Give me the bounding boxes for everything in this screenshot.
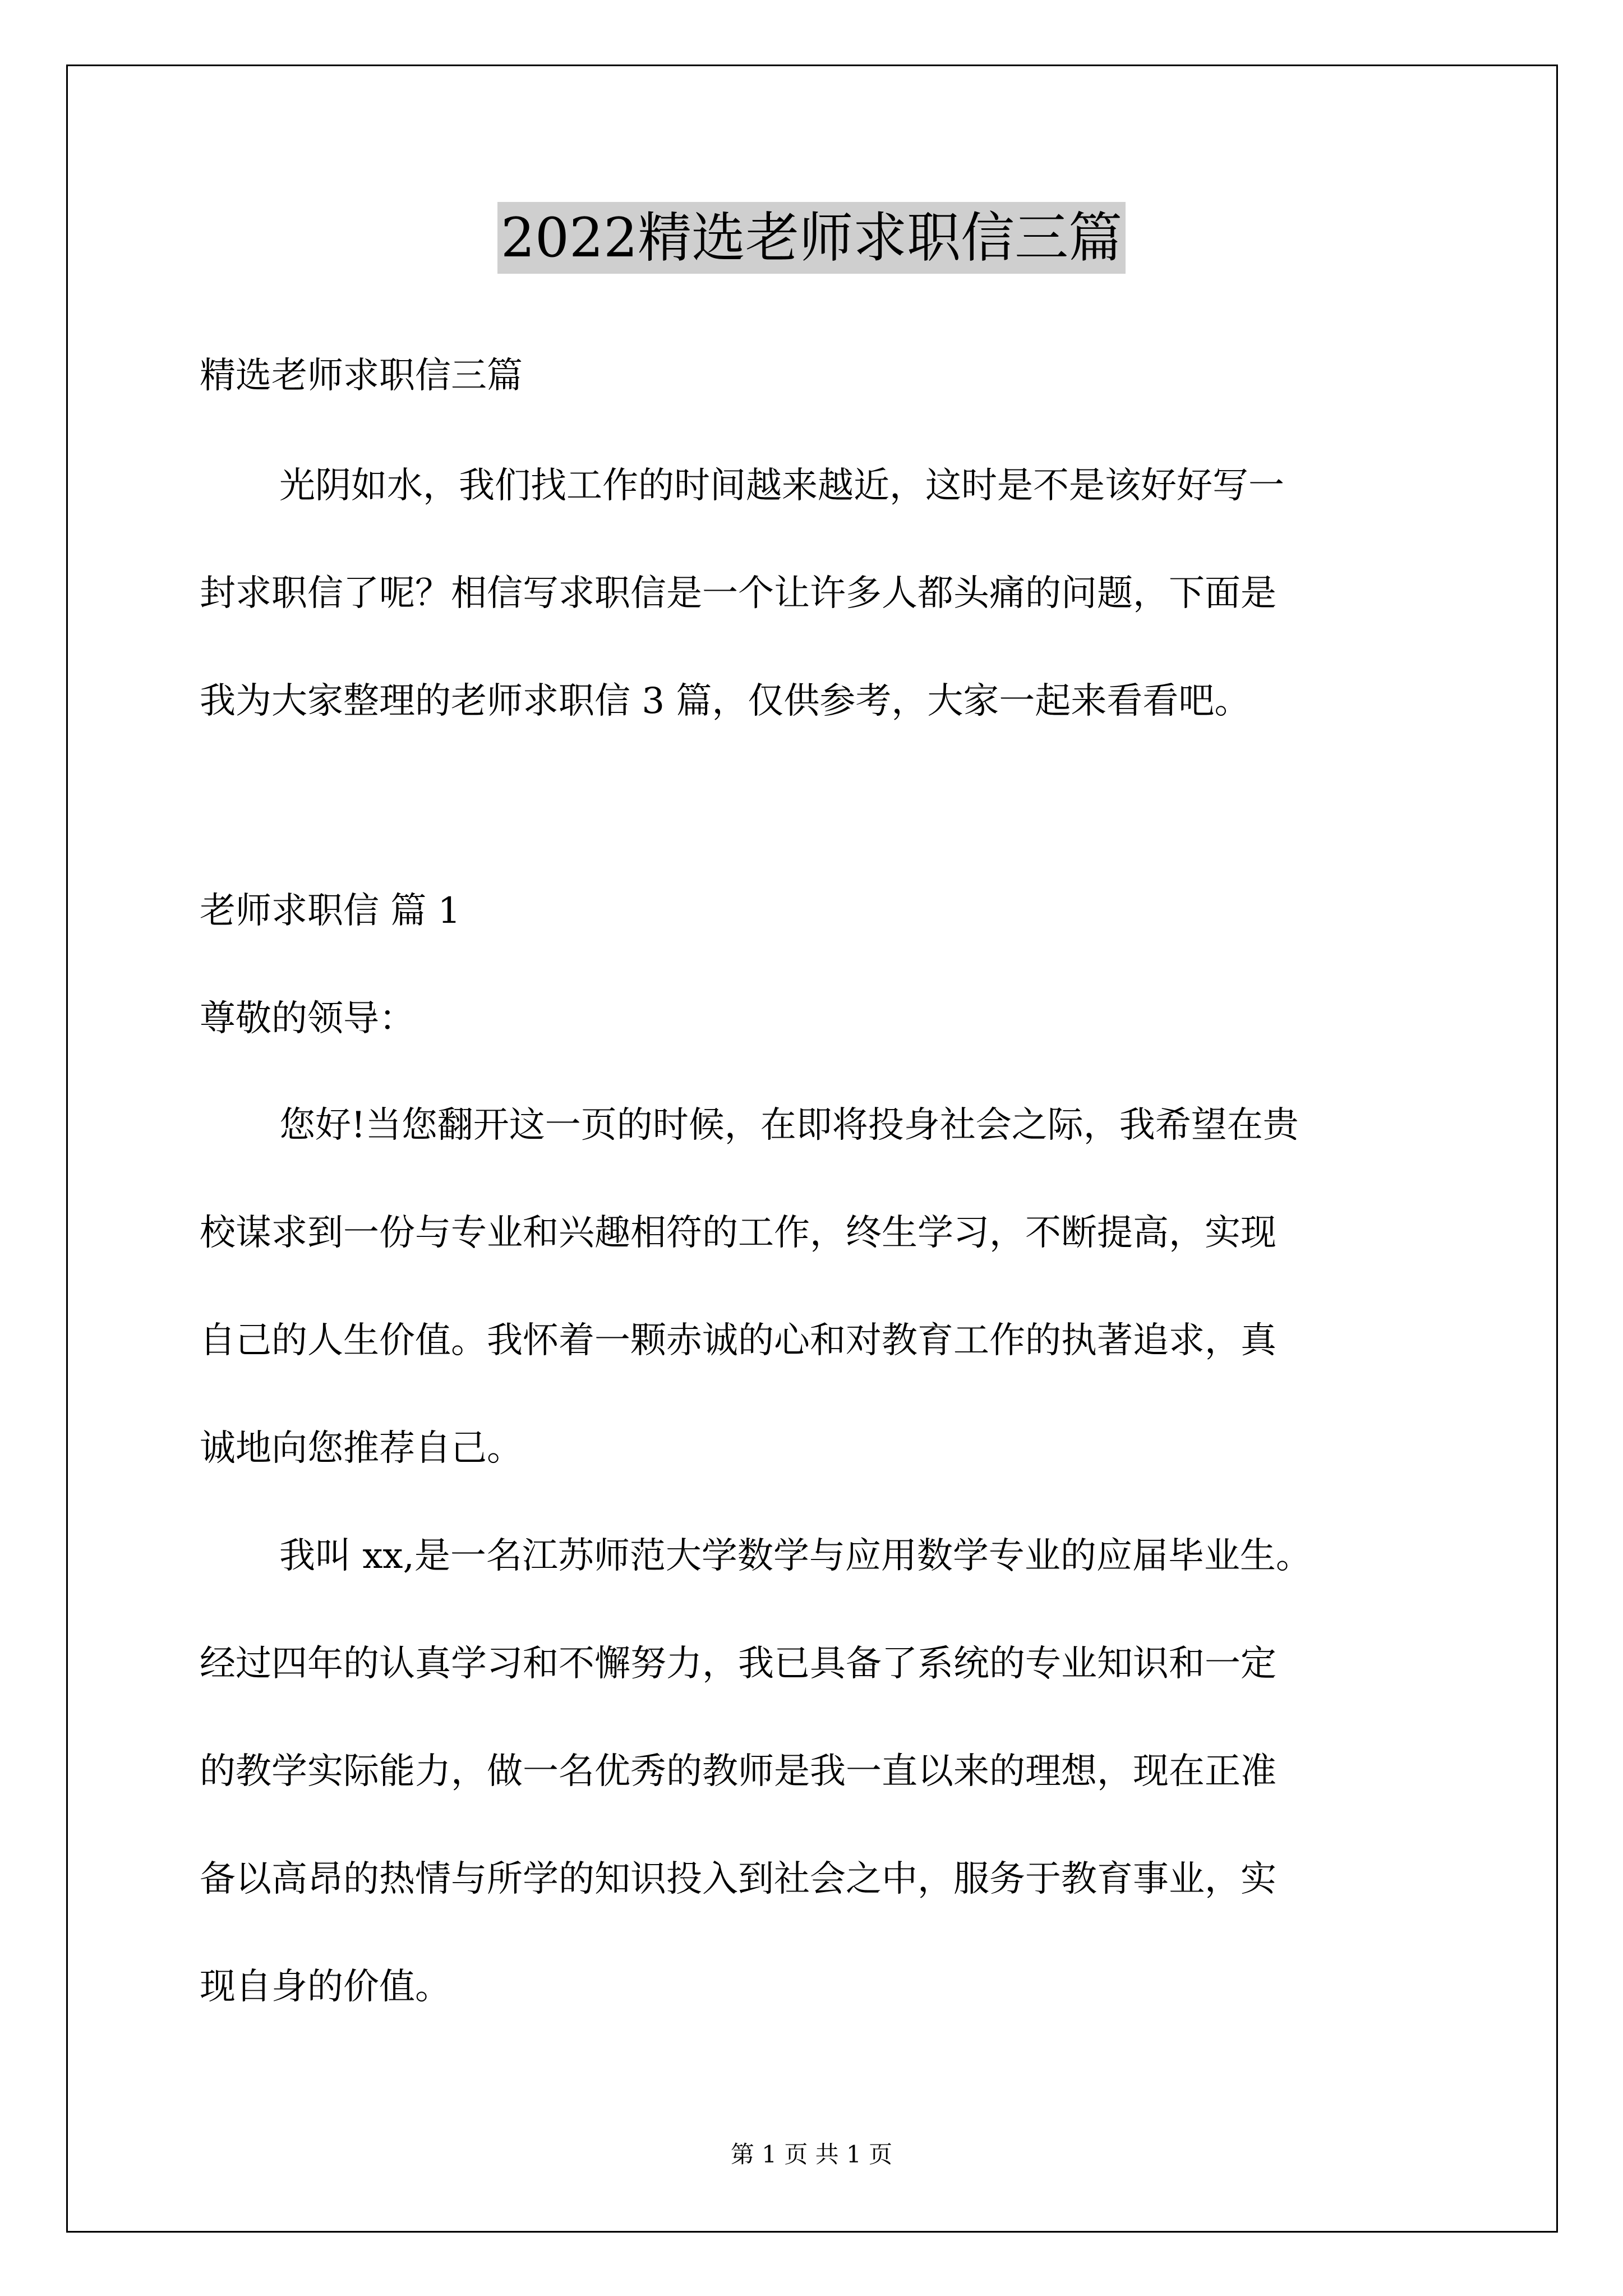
title-container <box>0 202 1623 274</box>
intro-line-3: 我为大家整理的老师求职信 3 篇，仅供参考，大家一起来看看吧。 <box>200 680 1251 722</box>
intro-line-1: 光阴如水，我们找工作的时间越来越近，这时是不是该好好写一 <box>279 465 1284 507</box>
paragraph2-line-5: 现自身的价值。 <box>200 1966 451 2008</box>
paragraph1-line-4: 诚地向您推荐自己。 <box>200 1428 523 1469</box>
paragraph2-line-2: 经过四年的认真学习和不懈努力，我已具备了系统的专业知识和一定 <box>200 1643 1276 1685</box>
paragraph2-line-1: 我叫 xx,是一名江苏师范大学数学与应用数学专业的应届毕业生。 <box>279 1535 1312 1577</box>
paragraph1-line-2: 校谋求到一份与专业和兴趣相符的工作，终生学习，不断提高，实现 <box>200 1212 1276 1254</box>
document-title: 2022精选老师求职信三篇 <box>497 202 1126 274</box>
paragraph2-line-4: 备以高昂的热情与所学的知识投入到社会之中，服务于教育事业，实 <box>200 1858 1276 1900</box>
paragraph1-line-3: 自己的人生价值。我怀着一颗赤诚的心和对教育工作的执著追求，真 <box>200 1320 1276 1361</box>
intro-line-2: 封求职信了呢？相信写求职信是一个让许多人都头痛的问题，下面是 <box>200 573 1276 614</box>
salutation: 尊敬的领导： <box>200 998 415 1039</box>
document-subtitle: 精选老师求职信三篇 <box>200 355 523 397</box>
section-heading: 老师求职信 篇 1 <box>200 890 461 932</box>
paragraph2-line-3: 的教学实际能力，做一名优秀的教师是我一直以来的理想，现在正准 <box>200 1751 1276 1792</box>
paragraph1-line-1: 您好!当您翻开这一页的时候，在即将投身社会之际，我希望在贵 <box>279 1105 1299 1146</box>
page-footer: 第 1 页 共 1 页 <box>730 2141 893 2168</box>
